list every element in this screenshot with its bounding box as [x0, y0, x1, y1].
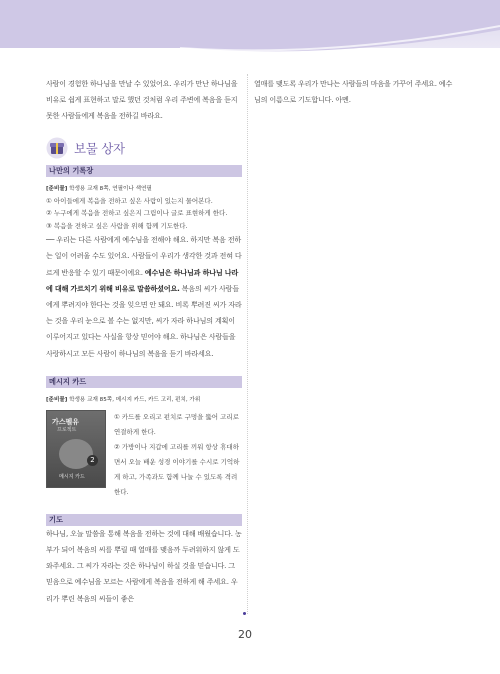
message-card-image — [46, 410, 106, 488]
card-subtitle: 프로젝트 — [57, 426, 77, 433]
card-title: 가스펠유 — [52, 417, 80, 426]
card-steps — [114, 410, 242, 500]
card-activity-row — [46, 410, 242, 500]
right-column — [254, 76, 458, 108]
step-item: ② 가방이나 지갑에 고리를 끼워 항상 휴대하면서 오늘 배운 성경 이야기를 수시로 기억하게 하고, 가족과도 함께 나눌 수 있도록 격려한다. — [114, 442, 240, 496]
activity-bar-record: 나만의 기록장 — [46, 165, 242, 177]
prayer-bar: 기도 — [46, 514, 242, 526]
card-label: 메시지 카드 — [59, 473, 85, 480]
step-item: ③ 복음을 전하고 싶은 사람을 위해 함께 기도한다. — [46, 221, 188, 230]
explanation-part-a: ── 우리는 다른 사람에게 예수님을 전해야 해요. 하지만 복음 전하는 일이 어려울 수도 있어요. 사람들이 우리가 생각한 것과 전혀 다르게 반응할 수 있기 때문이에요. — [46, 235, 242, 277]
top-curve-decoration — [0, 0, 500, 60]
intro-paragraph: 사람이 경험한 하나님을 만날 수 있었어요. 우리가 만난 하나님을 비유로 쉽게 표현하고 말로 했던 것처럼 우리 주변에 복음을 듣지 못한 사람들에게 복음을 전하길 바라요. — [46, 79, 238, 121]
materials-text: 학생용 교재 85쪽, 메시지 카드, 카드 고리, 펀치, 가위 — [67, 396, 201, 403]
step-item: ① 아이들에게 복음을 전하고 싶은 사람이 있는지 물어본다. — [46, 196, 213, 205]
left-column — [46, 76, 242, 607]
section-title: 보물 상자 — [74, 140, 125, 156]
materials-line — [46, 183, 242, 195]
materials-label: [준비물] — [46, 396, 68, 403]
prayer-paragraph: 하나님, 오늘 말씀을 통해 복음을 전하는 것에 대해 배웠습니다. 농부가 되어 복음의 씨를 뿌릴 때 열매를 맺음까 두려워하지 않게 도와주세요. 그 씨가 자라는 것은 하나님이 하실 것을 믿습니다. 그 믿음으로 예수님을 모르는 사람에게 복음을 전하게 해 주세요. 우리가 뿌린 복음의 씨들이 좋은 — [46, 528, 242, 603]
activity-bar-card: 메시지 카드 — [46, 376, 242, 388]
treasure-box-icon — [46, 137, 68, 159]
materials-label: [준비물] — [46, 185, 68, 192]
card-number-badge: 2 — [87, 455, 98, 466]
explanation-part-b: 복음의 씨가 사람들에게 뿌려지야 한다는 것을 잊으면 안 돼요. 비록 뿌려진 씨가 자라는 것을 우리 눈으로 볼 수는 없지만, 씨가 자라 하나님의 계획이 이루어지고 있다는 사실을 항상 믿어야 해요. 하나님은 사람들을 사랑하시고 모든 사람이 하나님의 복음을 듣기 바라세요. — [46, 283, 242, 358]
materials-text: 학생용 교재 8쪽, 연필이나 색연필 — [67, 185, 152, 192]
section-header — [46, 135, 242, 161]
step-item: ② 누구에게 복음을 전하고 싶은지 그림이나 글로 표현하게 한다. — [46, 209, 228, 218]
prayer-continuation: 열매를 맺도록 우리가 만나는 사람들의 마음을 가꾸어 주세요. 예수님의 이름으로 기도합니다. 아멘. — [254, 79, 453, 105]
column-divider — [247, 74, 248, 614]
materials-line — [46, 394, 242, 406]
step-item: ① 카드를 오리고 펀치로 구멍을 뚫어 고리로 연결하게 한다. — [114, 412, 239, 436]
page-number: 20 — [238, 628, 252, 641]
explanation-emphasis: 예수님은 하나님과 하나님 나라에 대해 가르치기 위해 비유로 말씀하셨어요. — [46, 267, 239, 293]
explanation-paragraph — [46, 232, 242, 362]
end-marker-dot — [243, 612, 246, 615]
